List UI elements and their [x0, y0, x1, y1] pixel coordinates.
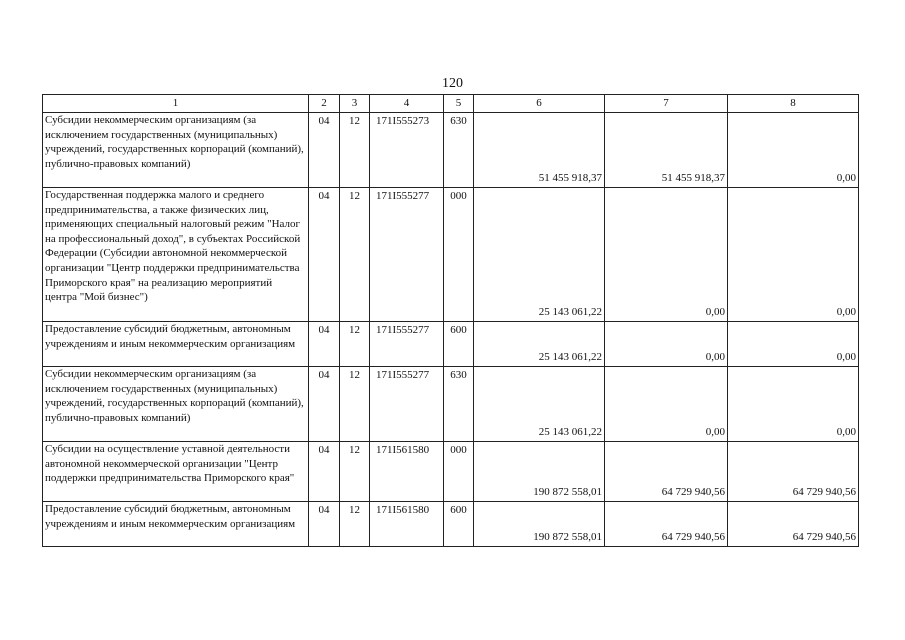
header-col-7: 7	[605, 95, 728, 113]
table-row	[43, 502, 859, 547]
row-amount-7: 0,00	[605, 322, 728, 367]
row-name: Предоставление субсидий бюджетным, автономным учреждениям и иным некоммерческим организациям	[43, 322, 309, 367]
row-subsection: 12	[340, 322, 370, 367]
row-amount-7: 51 455 918,37	[605, 113, 728, 188]
row-amount-6: 190 872 558,01	[474, 502, 605, 547]
row-amount-8: 0,00	[728, 322, 859, 367]
row-amount-6: 25 143 061,22	[474, 367, 605, 442]
table-row	[43, 188, 859, 322]
row-expense-type: 630	[444, 113, 474, 188]
row-section: 04	[309, 322, 340, 367]
table-row	[43, 442, 859, 502]
row-target-code: 171I561580	[370, 442, 444, 502]
budget-table	[42, 94, 859, 547]
header-col-8: 8	[728, 95, 859, 113]
table-row	[43, 322, 859, 367]
row-subsection: 12	[340, 442, 370, 502]
row-amount-6: 25 143 061,22	[474, 188, 605, 322]
row-amount-8: 64 729 940,56	[728, 442, 859, 502]
header-col-1: 1	[43, 95, 309, 113]
row-amount-6: 190 872 558,01	[474, 442, 605, 502]
header-col-6: 6	[474, 95, 605, 113]
row-name: Субсидии некоммерческим организациям (за исключением государственных (муниципальных) учреждений, государственных корпораций (компаний), публично-правовых компаний)	[43, 113, 309, 188]
row-target-code: 171I555273	[370, 113, 444, 188]
row-amount-8: 0,00	[728, 113, 859, 188]
row-subsection: 12	[340, 367, 370, 442]
header-col-5: 5	[444, 95, 474, 113]
page-number: 120	[442, 76, 463, 91]
row-amount-6: 25 143 061,22	[474, 322, 605, 367]
row-section: 04	[309, 367, 340, 442]
row-target-code: 171I555277	[370, 188, 444, 322]
row-subsection: 12	[340, 502, 370, 547]
row-expense-type: 000	[444, 188, 474, 322]
row-amount-7: 0,00	[605, 367, 728, 442]
row-target-code: 171I555277	[370, 322, 444, 367]
header-col-3: 3	[340, 95, 370, 113]
row-name: Субсидии некоммерческим организациям (за исключением государственных (муниципальных) учреждений, государственных корпораций (компаний), публично-правовых компаний)	[43, 367, 309, 442]
row-amount-8: 0,00	[728, 188, 859, 322]
header-col-4: 4	[370, 95, 444, 113]
row-expense-type: 600	[444, 322, 474, 367]
row-target-code: 171I555277	[370, 367, 444, 442]
row-amount-7: 64 729 940,56	[605, 502, 728, 547]
row-target-code: 171I561580	[370, 502, 444, 547]
row-amount-7: 0,00	[605, 188, 728, 322]
row-subsection: 12	[340, 113, 370, 188]
row-expense-type: 600	[444, 502, 474, 547]
row-amount-6: 51 455 918,37	[474, 113, 605, 188]
table-row	[43, 113, 859, 188]
row-section: 04	[309, 113, 340, 188]
row-section: 04	[309, 188, 340, 322]
row-expense-type: 000	[444, 442, 474, 502]
row-amount-7: 64 729 940,56	[605, 442, 728, 502]
row-section: 04	[309, 442, 340, 502]
header-row	[43, 95, 859, 113]
row-name: Государственная поддержка малого и среднего предпринимательства, а также физических лиц, применяющих специальный налоговый режим "Налог на профессиональный доход", в субъектах Российской Федерации (Субсидии автономной некоммерческой организации "Центр поддержки предпринимательства Приморского края" на реализацию мероприятий центра "Мой бизнес")	[43, 188, 309, 322]
header-col-2: 2	[309, 95, 340, 113]
table-row	[43, 367, 859, 442]
row-subsection: 12	[340, 188, 370, 322]
row-name: Предоставление субсидий бюджетным, автономным учреждениям и иным некоммерческим организациям	[43, 502, 309, 547]
row-section: 04	[309, 502, 340, 547]
row-name: Субсидии на осуществление уставной деятельности автономной некоммерческой организации "Центр поддержки предпринимательства Приморского края"	[43, 442, 309, 502]
row-amount-8: 0,00	[728, 367, 859, 442]
row-expense-type: 630	[444, 367, 474, 442]
row-amount-8: 64 729 940,56	[728, 502, 859, 547]
